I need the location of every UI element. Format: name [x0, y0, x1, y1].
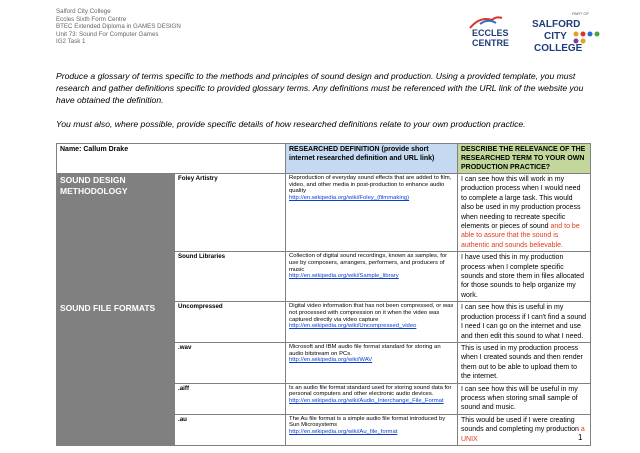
- svg-text:ECCLES: ECCLES: [472, 28, 509, 38]
- svg-text:CENTRE: CENTRE: [472, 38, 510, 48]
- relevance-text: This would be used if I were creating sounds and completing my production: [461, 416, 579, 434]
- definition-text: Digital video information that has not been compressed, or was not processed with compression on it when the video was captured directly via video capture: [289, 303, 454, 323]
- definition-text: Reproduction of everyday sound effects that are added to film, video, and other media in post-production to enhance audio quality: [289, 175, 452, 195]
- definition-cell: [286, 174, 458, 252]
- relevance-text: I can see how this will be useful in my process when storing small sample of sound and music.: [461, 385, 578, 412]
- term-cell: .wav: [175, 342, 286, 383]
- svg-text:CITY: CITY: [544, 31, 567, 42]
- task-instructions: [56, 70, 596, 142]
- relevance-cell: [458, 414, 591, 445]
- definition-url-link[interactable]: http://en.wikipedia.org/wiki/Audio_Interchange_File_Format: [289, 397, 444, 404]
- relevance-cell: [458, 252, 591, 302]
- relevance-cell: [458, 383, 591, 414]
- instruction-paragraph-1: Produce a glossary of terms specific to the methods and principles of sound design and production. Using a provided template, you must research and gather definitions specific to provided glossary terms. Any definitions must be referenced with the URL link of the website you have obtained the definition.: [56, 71, 584, 105]
- eccles-centre-logo: [466, 14, 520, 50]
- term-cell: Sound Libraries: [175, 252, 286, 302]
- column-header-definition: RESEARCHED DEFINITION (provide short internet researched definition and URL link): [286, 144, 458, 174]
- relevance-text: I can see how this is useful in my production process if I can't find a sound I need I can go on the internet and use and then edit this sound to what I need.: [461, 304, 587, 340]
- svg-text:SALFORD: SALFORD: [532, 19, 581, 30]
- section-sound-design-methodology: SOUND DESIGN METHODOLOGY: [57, 174, 175, 302]
- table-row: [57, 174, 591, 252]
- term-cell: .au: [175, 414, 286, 445]
- definition-text: The Au file format is a simple audio file format introduced by Sun Microsystems: [289, 415, 446, 429]
- svg-text:PART OF: PART OF: [572, 11, 589, 16]
- definition-url-link[interactable]: http://en.wikipedia.org/wiki/Au_file_format: [289, 429, 398, 436]
- definition-url-link[interactable]: http://en.wikipedia.org/wiki/Foley_(filmmaking): [289, 195, 410, 202]
- header-college: Salford City College: [56, 8, 111, 15]
- header-task: IG2 Task 1: [56, 38, 86, 46]
- definition-url-link[interactable]: http://en.wikipedia.org/wiki/Sample_library: [289, 273, 399, 280]
- relevance-text: I have used this in my production process when I complete specific sounds and store them in files allocated for those sounds to help organize my work.: [461, 254, 584, 299]
- definition-cell: [286, 252, 458, 302]
- relevance-text: I can see how this will work in my production process when I would need to complete a large task. This would also be used in my production process when needing to recreate specific elements or pieces of sound: [461, 176, 581, 231]
- relevance-cell: [458, 302, 591, 343]
- term-cell: .aiff: [175, 383, 286, 414]
- relevance-text: This is used in my production process when I created sounds and then render them out to be able to upload them to the internet.: [461, 344, 583, 381]
- term-cell: Foley Artistry: [175, 174, 286, 252]
- document-header: [56, 8, 181, 46]
- term-cell: Uncompressed: [175, 302, 286, 343]
- instruction-paragraph-2: You must also, where possible, provide specific details of how researched definitions relate to your own production practice.: [56, 119, 526, 129]
- definition-text: Microsoft and IBM audio file format standard for storing an audio bitstream on PCs.: [289, 343, 441, 357]
- header-centre: Eccles Sixth Form Centre: [56, 15, 127, 23]
- section-sound-file-formats: SOUND FILE FORMATS: [57, 302, 175, 446]
- relevance-text-red: and to be able to assure that the sound is authentic and sounds believable.: [461, 223, 580, 249]
- definition-url-link[interactable]: http://en.wikipedia.org/wiki/WAV: [289, 357, 373, 364]
- definition-text: Collection of digital sound recordings, known as samples, for use by composers, arrangers, performers, and producers of music: [289, 253, 448, 273]
- definition-url-link[interactable]: http://en.wikipedia.org/wiki/Uncompressed_video: [289, 323, 417, 330]
- column-header-relevance: DESCRIBE THE RELEVANCE OF THE RESEARCHED TERM TO YOUR OWN PRODUCTION PRACTICE?: [458, 144, 591, 174]
- table-header-row: [57, 144, 591, 174]
- salford-city-college-logo: [530, 8, 604, 56]
- header-course: BTEC Extended Diploma in GAMES DESIGN: [56, 23, 181, 31]
- definition-cell: [286, 414, 458, 445]
- table-row: [57, 302, 591, 343]
- definition-text: Is an audio file format standard used for storing sound data for personal computers and other electronic audio devices.: [289, 384, 452, 398]
- definition-cell: [286, 302, 458, 343]
- page-number: 1: [578, 433, 583, 442]
- header-unit: Unit 73: Sound For Computer Games: [56, 30, 159, 38]
- definition-cell: [286, 383, 458, 414]
- glossary-table: [56, 143, 591, 446]
- definition-cell: [286, 342, 458, 383]
- relevance-cell: [458, 174, 591, 252]
- relevance-text-red: a UNIX: [461, 426, 585, 443]
- student-name: Name: Callum Drake: [57, 144, 286, 174]
- svg-text:COLLEGE: COLLEGE: [534, 43, 583, 54]
- relevance-cell: [458, 342, 591, 383]
